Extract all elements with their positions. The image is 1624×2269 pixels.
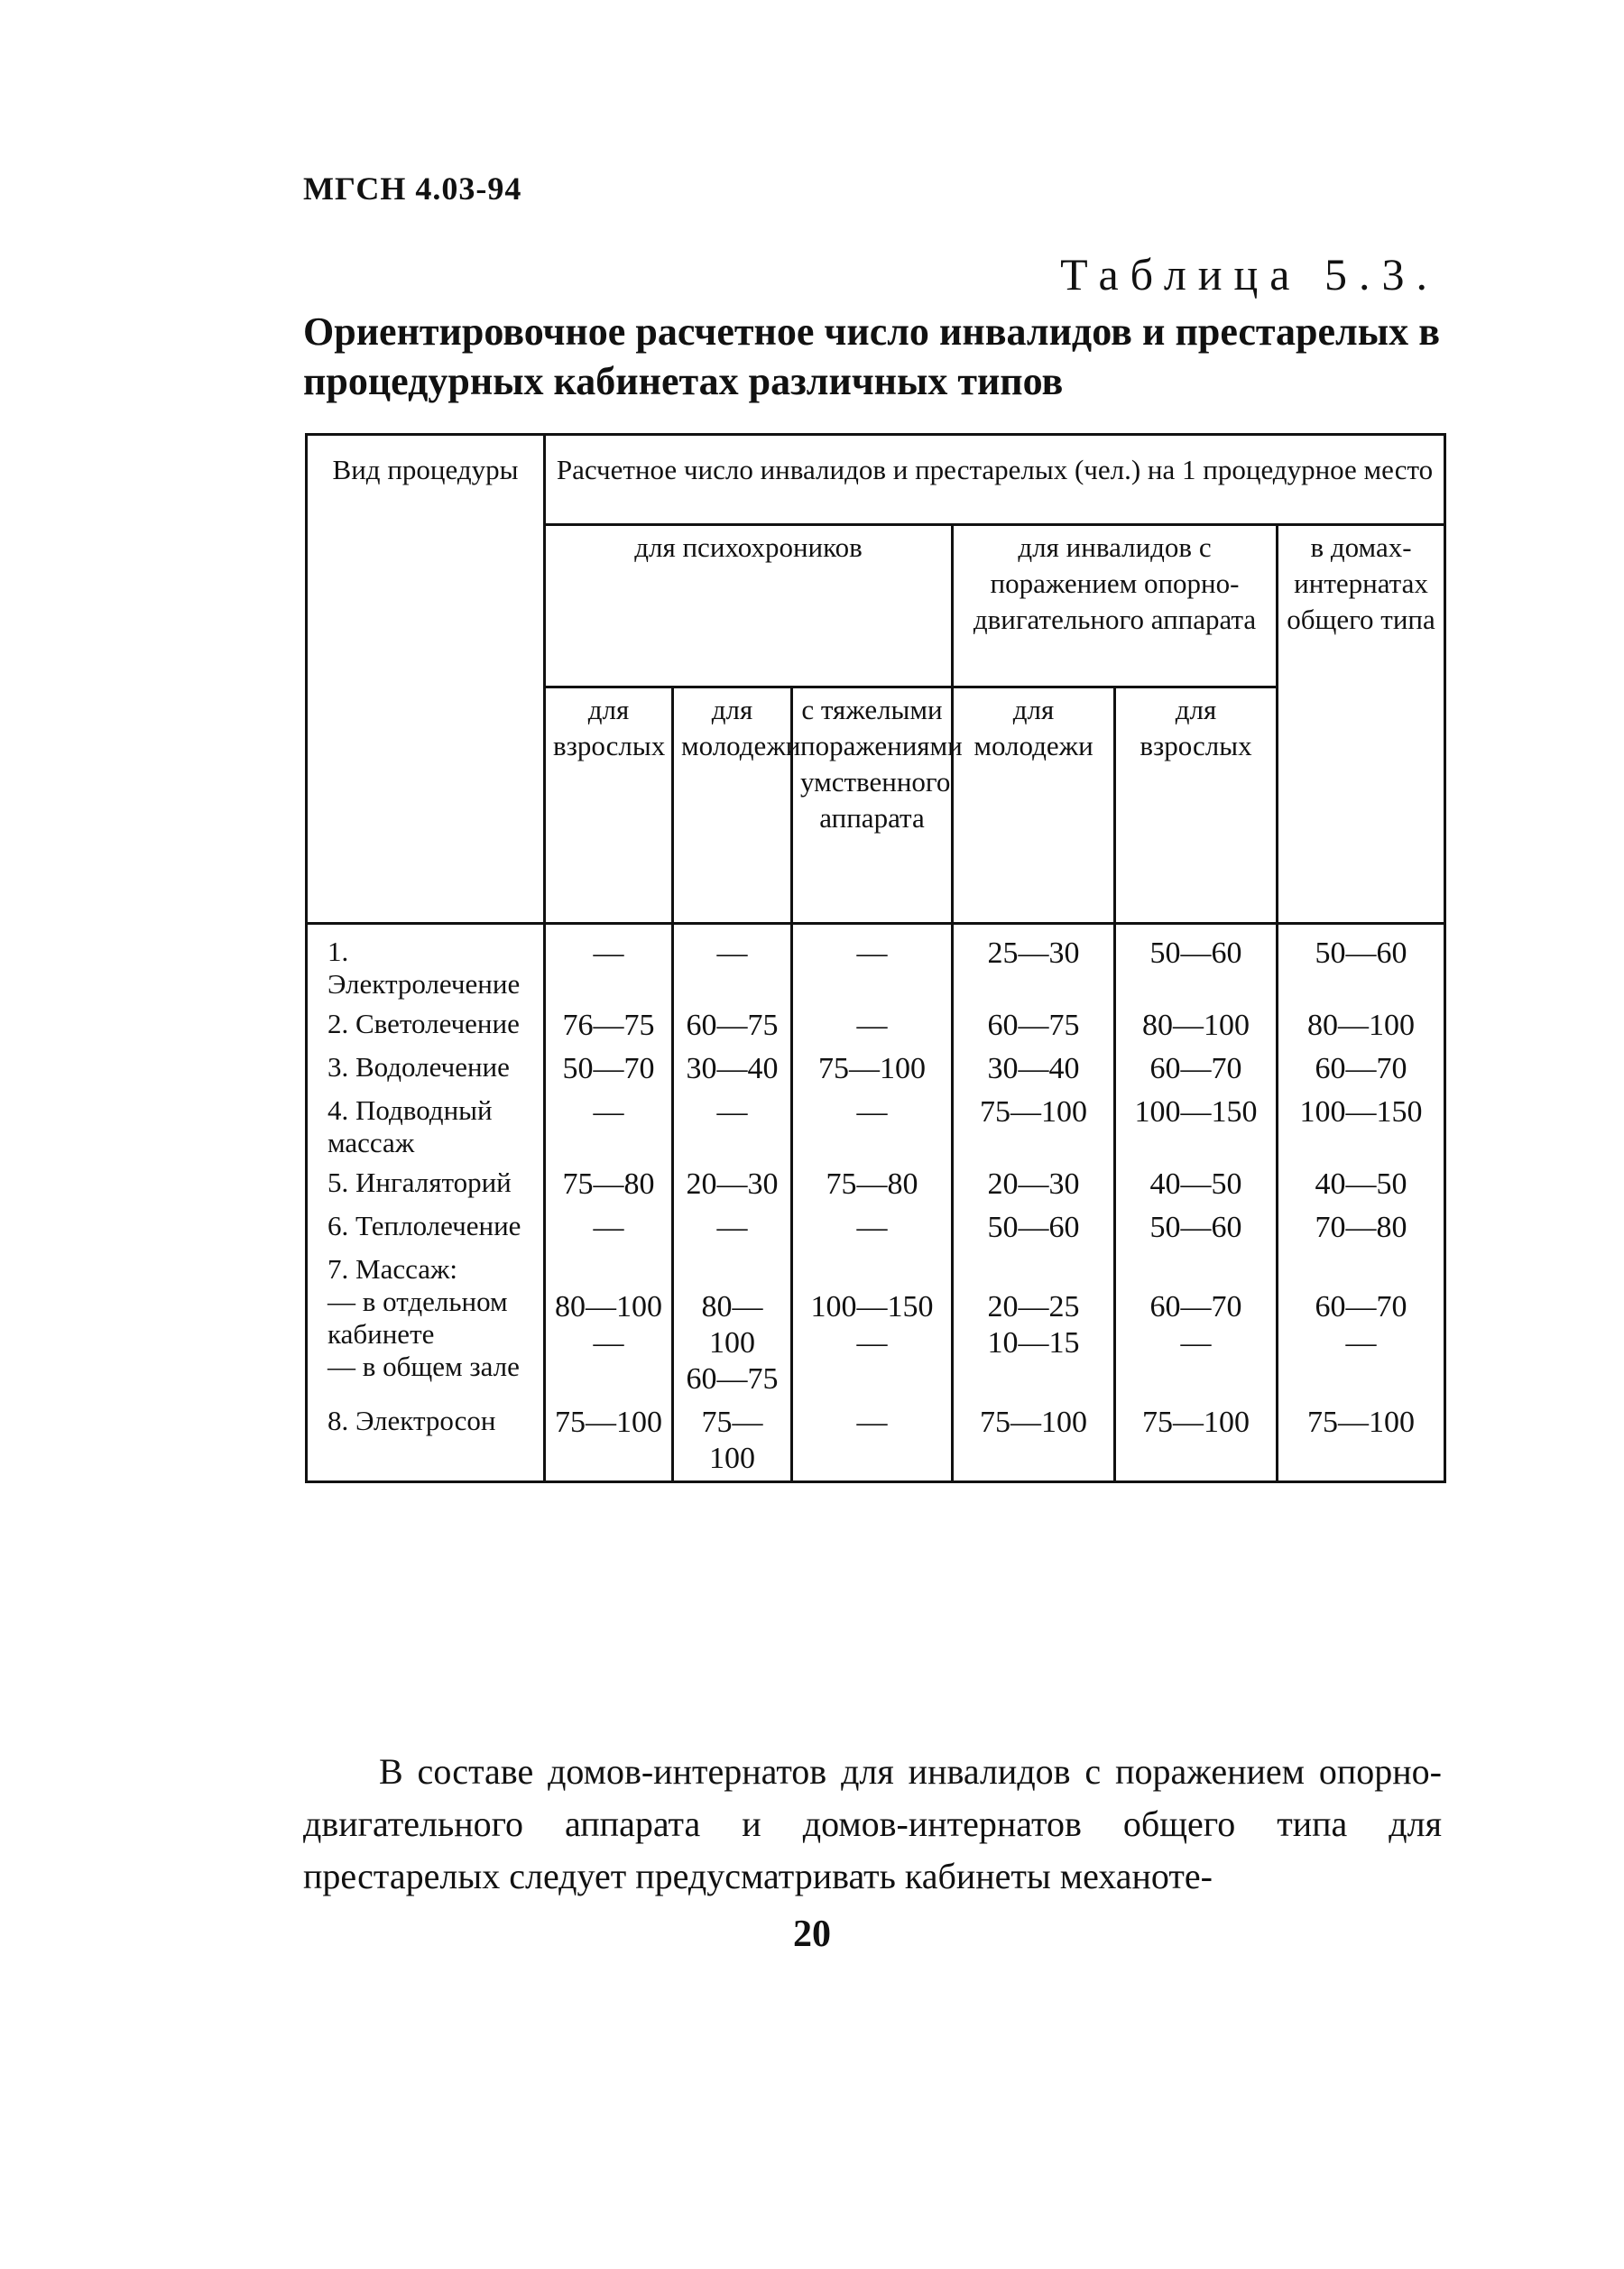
body-paragraph-text: В составе домов-интернатов для инвалидов с поражением опорно-двигательного аппарата и домов-интернатов общего типа для престарелых следует предусматривать кабинеты механоте- bbox=[303, 1751, 1442, 1896]
table-cell: — bbox=[545, 1206, 673, 1250]
table-cell: 75—100 bbox=[1278, 1401, 1445, 1482]
table-cell: 50—60 bbox=[1115, 1206, 1278, 1250]
table-cell: 80—100 60—75 bbox=[673, 1250, 792, 1401]
header-procedure: Вид процедуры bbox=[307, 435, 545, 924]
table-cell: 50—60 bbox=[953, 1206, 1115, 1250]
table-cell: 20—25 10—15 bbox=[953, 1250, 1115, 1401]
table-row bbox=[307, 1401, 1445, 1482]
table-cell: 60—70 bbox=[1278, 1047, 1445, 1091]
header-group-general: в домах-интернатах общего типа bbox=[1278, 525, 1445, 924]
page-number: 20 bbox=[793, 1914, 831, 1955]
table-cell: — bbox=[792, 924, 953, 1005]
table-cell: 100—150 — bbox=[792, 1250, 953, 1401]
table-row bbox=[307, 1206, 1445, 1250]
table-cell: — bbox=[545, 1091, 673, 1163]
table-cell: 20—30 bbox=[673, 1163, 792, 1206]
table-row bbox=[307, 1163, 1445, 1206]
table-cell: — bbox=[792, 1091, 953, 1163]
table-cell: 75—100 bbox=[953, 1091, 1115, 1163]
table-cell: 50—70 bbox=[545, 1047, 673, 1091]
table-cell: 75—100 bbox=[953, 1401, 1115, 1482]
table-caption: Ориентировочное расчетное число инвалидов и престарелых в процедурных кабинетах различных типов bbox=[303, 309, 1440, 403]
table-cell: 60—75 bbox=[953, 1004, 1115, 1047]
table-cell: — bbox=[792, 1206, 953, 1250]
procedures-table bbox=[305, 433, 1446, 1483]
table-cell: 20—30 bbox=[953, 1163, 1115, 1206]
header-sub-severe: с тяжелыми поражениями умственного аппарата bbox=[792, 687, 953, 924]
table-cell: 30—40 bbox=[953, 1047, 1115, 1091]
procedure-name: 1. Электролечение bbox=[307, 924, 545, 1005]
table-row bbox=[307, 1250, 1445, 1401]
table-cell: — bbox=[545, 924, 673, 1005]
table-cell: 60—70 bbox=[1115, 1047, 1278, 1091]
table-cell: 60—75 bbox=[673, 1004, 792, 1047]
table-cell: — bbox=[673, 924, 792, 1005]
procedure-name: 4. Подводный массаж bbox=[307, 1091, 545, 1163]
header-sub-youth: для молодежи bbox=[673, 687, 792, 924]
table-cell: 60—70 — bbox=[1278, 1250, 1445, 1401]
table-cell: — bbox=[673, 1206, 792, 1250]
table-cell: 40—50 bbox=[1278, 1163, 1445, 1206]
table-cell: 30—40 bbox=[673, 1047, 792, 1091]
procedure-name: 2. Светолечение bbox=[307, 1004, 545, 1047]
header-sub-motor-youth: для молодежи bbox=[953, 687, 1115, 924]
header-main: Расчетное число инвалидов и престарелых (чел.) на 1 процедурное место bbox=[545, 435, 1445, 525]
table-cell: 50—60 bbox=[1278, 924, 1445, 1005]
table-cell: 50—60 bbox=[1115, 924, 1278, 1005]
table-row bbox=[307, 1047, 1445, 1091]
table-cell: 100—150 bbox=[1278, 1091, 1445, 1163]
body-paragraph bbox=[303, 1746, 1442, 1903]
table-cell: 75—100 bbox=[545, 1401, 673, 1482]
header-group-psycho: для психохроников bbox=[545, 525, 953, 687]
table-cell: 60—70 — bbox=[1115, 1250, 1278, 1401]
table-row bbox=[307, 924, 1445, 1005]
procedure-name: 3. Водолечение bbox=[307, 1047, 545, 1091]
table-cell: — bbox=[792, 1401, 953, 1482]
procedure-name: 5. Ингаляторий bbox=[307, 1163, 545, 1206]
header-sub-adults: для взрослых bbox=[545, 687, 673, 924]
header-sub-motor-adults: для взрослых bbox=[1115, 687, 1278, 924]
table-cell: 70—80 bbox=[1278, 1206, 1445, 1250]
table-cell: — bbox=[673, 1091, 792, 1163]
table-cell: 75—100 bbox=[673, 1401, 792, 1482]
table-cell: 75—80 bbox=[545, 1163, 673, 1206]
document-code: МГСН 4.03-94 bbox=[303, 171, 522, 207]
table-cell: 80—100 bbox=[1115, 1004, 1278, 1047]
table-cell: 80—100 — bbox=[545, 1250, 673, 1401]
table-cell: 40—50 bbox=[1115, 1163, 1278, 1206]
table-row bbox=[307, 1091, 1445, 1163]
table-cell: 25—30 bbox=[953, 924, 1115, 1005]
table-cell: 75—80 bbox=[792, 1163, 953, 1206]
procedure-name: 8. Электросон bbox=[307, 1401, 545, 1482]
table-cell: 75—100 bbox=[792, 1047, 953, 1091]
table-cell: 75—100 bbox=[1115, 1401, 1278, 1482]
table-cell: 100—150 bbox=[1115, 1091, 1278, 1163]
table-cell: — bbox=[792, 1004, 953, 1047]
procedure-name: 7. Массаж: — в отдельном кабинете — в общем зале bbox=[307, 1250, 545, 1401]
table-cell: 76—75 bbox=[545, 1004, 673, 1047]
header-group-motor: для инвалидов с поражением опорно-двигательного аппарата bbox=[953, 525, 1278, 687]
table-row bbox=[307, 1004, 1445, 1047]
table-label: Таблица 5.3. bbox=[1060, 249, 1439, 300]
procedure-name: 6. Теплолечение bbox=[307, 1206, 545, 1250]
table-cell: 80—100 bbox=[1278, 1004, 1445, 1047]
